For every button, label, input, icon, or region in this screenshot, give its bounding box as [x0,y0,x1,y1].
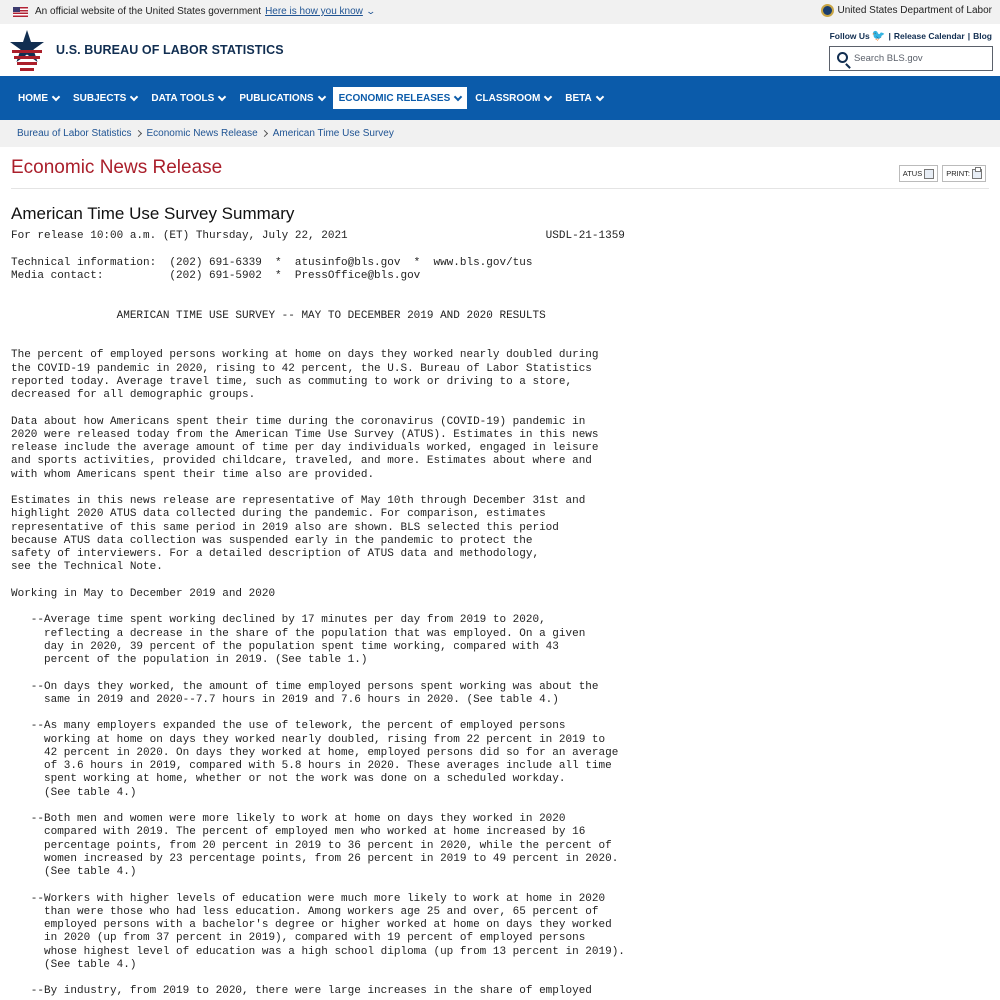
dol-link[interactable] [821,4,992,17]
nav-label: CLASSROOM [475,92,541,104]
nav-beta[interactable] [559,87,608,109]
search-icon[interactable] [837,52,848,63]
pdf-icon [924,169,934,179]
site-header [0,24,1000,76]
chevron-down-icon [544,92,552,100]
main-nav [0,76,1000,120]
utility-links [830,29,992,42]
search-box [829,46,993,71]
release-body-text: For release 10:00 a.m. (ET) Thursday, July 22, 2021 USDL-21-1359 Technical information: (202) 691-6339 * atusinfo@bls.gov * www.bls.gov/tus Media contact: (202) 691-5902 * PressOffice@bls.gov AMERICAN TIME USE SURVEY -- MAY TO DECEMBER 2019 AND 2020 RESULTS The percent of employed persons working at home on days they worked nearly doubled during the COVID-19 pandemic in 2020, rising to 42 percent, the U.S. Bureau of Labor Statistics reported today. Average travel time, such as commuting to work or driving to a store, decreased for all demographic groups. Data about how Americans spent their time during the coronavirus (COVID-19) pandemic in 2020 were released today from the American Time Use Survey (ATUS). Estimates in this news release include the average amount of time per day individuals worked, engaged in leisure and sports activities, provided childcare, traveled, and more. Estimates about where and with whom Americans spent their time also are provided. Estimates in this news release are representative of May 10th through December 31st and highlight 2020 ATUS data collected during the pandemic. For comparison, estimates representative of this same period in 2019 also are shown. BLS selected this period because ATUS data collection was suspended early in the pandemic to protect the safety of interviewers. For a detailed description of ATUS data and methodology, see the Technical Note. Working in May to December 2019 and 2020 --Average time spent working declined by 17 minutes per day from 2019 to 2020, reflecting a decrease in the share of the population that was employed. On a given day in 2020, 39 percent of the population spent time working, compared with 43 percent of the population in 2019. (See table 1.) --On days they worked, the amount of time employed persons spent working was about the same in 2019 and 2020--7.7 hours in 2019 and 7.6 hours in 2020. (See table 4.) --As many employers expanded the use of telework, the percent of employed persons working at home on days they worked nearly doubled, rising from 22 percent in 2019 to 42 percent in 2020. On days they worked at home, employed persons did so for an average of 3.6 hours in 2019, compared with 5.8 hours in 2020. These averages include all time spent working at home, whether or not the work was done on a scheduled workday. (See table 4.) --Both men and women were more likely to work at home on days they worked in 2020 compared with 2019. The percent of employed men who worked at home increased by 16 percentage points, from 20 percent in 2019 to 36 percent in 2020, while the percent of women increased by 23 percentage points, from 26 percent in 2019 to 49 percent in 2020. (See table 4.) --Workers with higher levels of education were much more likely to work at home in 2020 than were those who had less education. Among workers age 25 and over, 65 percent of employed persons with a bachelor's degree or higher worked at home on days they worked in 2020 (up from 37 percent in 2019), compared with 19 percent of employed persons whose highest level of education was a high school diploma (up from 13 percent in 2019). (See table 4.) --By industry, from 2019 to 2020, there were large increases in the share of employed [11,230,625,998]
page-title: Economic News Release [11,157,223,178]
nav-subjects[interactable] [67,87,143,109]
chevron-down-icon [317,92,325,100]
release-title: American Time Use Survey Summary [11,204,295,223]
nav-label: SUBJECTS [73,92,127,104]
printer-icon [972,169,982,179]
follow-us-link[interactable]: Follow Us [829,30,870,41]
gov-banner-left [13,6,374,17]
chevron-down-icon [130,92,138,100]
gov-banner-text: An official website of the United States government [35,6,262,17]
nav-economic-releases[interactable] [333,87,468,109]
chevron-down-icon[interactable]: ⌄ [365,6,376,16]
chevron-down-icon [218,92,226,100]
atus-pdf-button[interactable] [899,165,938,182]
chevron-right-icon [134,130,141,137]
nav-classroom[interactable] [469,87,557,109]
divider [11,188,989,189]
chevron-down-icon [454,92,462,100]
print-button[interactable] [942,165,986,182]
nav-home[interactable] [12,87,65,109]
nav-items [12,87,611,109]
dol-seal-icon [821,4,834,17]
print-label: PRINT: [946,169,970,178]
search-input[interactable] [854,49,988,68]
breadcrumb-atus[interactable]: American Time Use Survey [272,128,394,139]
bls-logo-icon[interactable] [8,28,46,72]
twitter-icon[interactable]: 🐦 [871,30,886,42]
nav-label: HOME [18,92,48,104]
release-calendar-link[interactable]: Release Calendar [893,30,965,41]
release-tools [895,165,986,182]
atus-label: ATUS [902,169,923,178]
chevron-down-icon [596,92,604,100]
divider: | [888,30,891,41]
nav-label: ECONOMIC RELEASES [338,92,451,104]
nav-label: PUBLICATIONS [239,92,314,104]
dol-link-label: United States Department of Labor [837,5,992,16]
nav-label: DATA TOOLS [151,92,215,104]
gov-banner [0,0,1000,24]
blog-link[interactable]: Blog [973,30,992,41]
breadcrumb-items [17,128,394,139]
nav-data-tools[interactable] [145,87,231,109]
us-flag-icon [13,7,28,17]
breadcrumb [0,120,1000,147]
breadcrumb-bls[interactable]: Bureau of Labor Statistics [17,128,132,139]
divider: | [967,30,971,41]
how-you-know-link[interactable]: Here is how you know [265,6,363,17]
site-title[interactable]: U.S. BUREAU OF LABOR STATISTICS [56,43,284,57]
chevron-right-icon [261,130,268,137]
nav-label: BETA [565,92,592,104]
breadcrumb-economic-news-release[interactable]: Economic News Release [146,128,258,139]
nav-publications[interactable] [233,87,330,109]
chevron-down-icon [52,92,60,100]
